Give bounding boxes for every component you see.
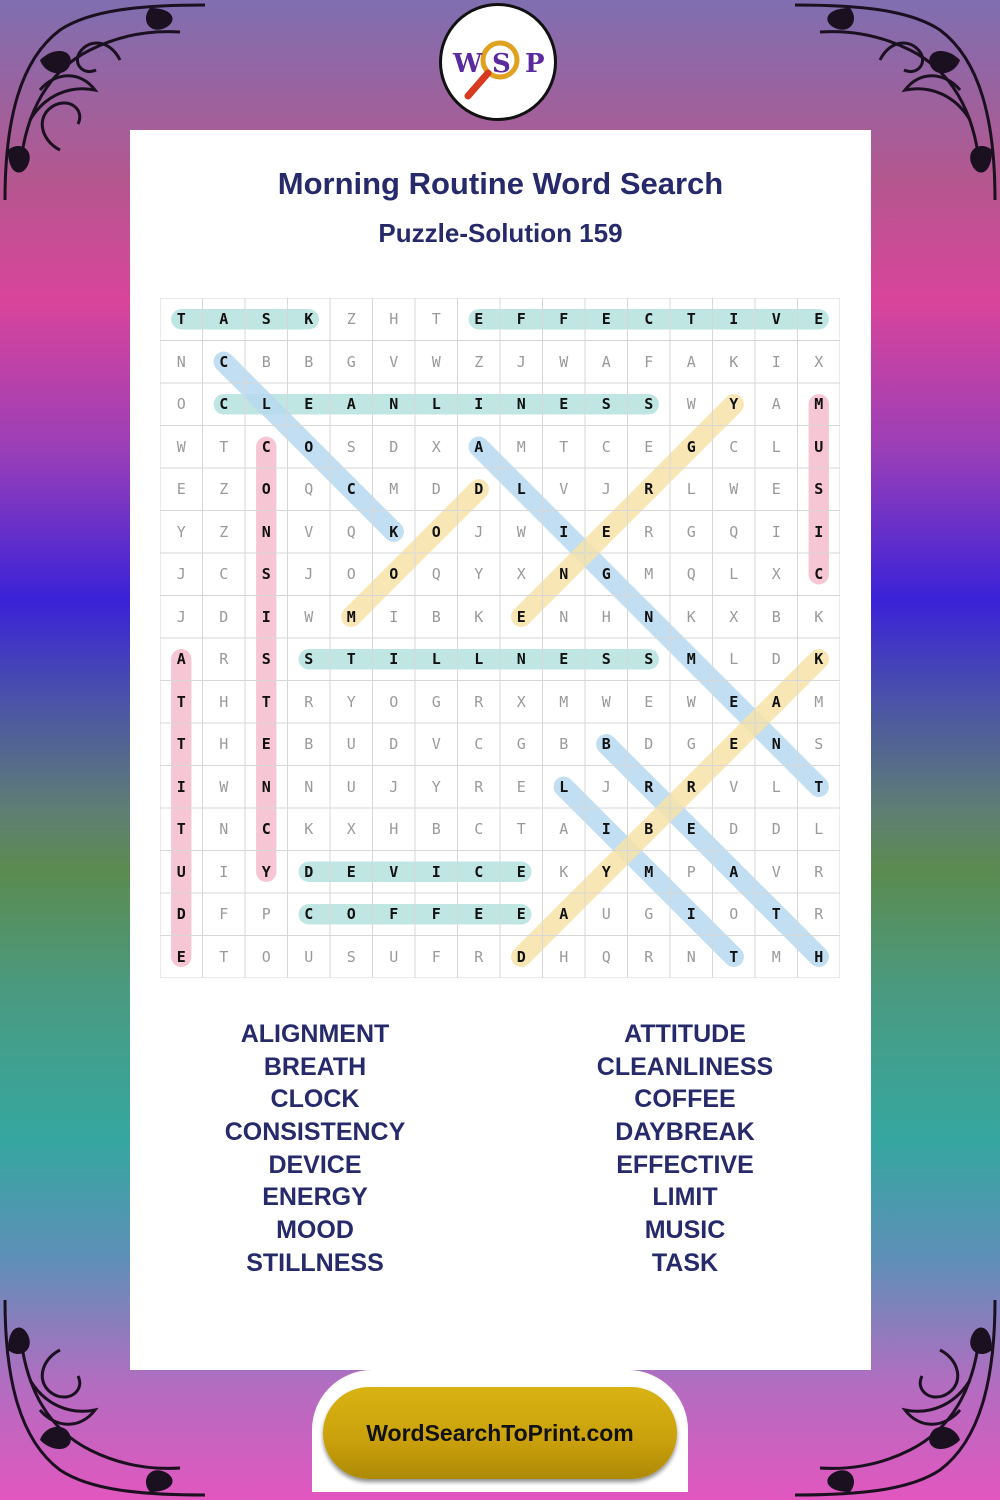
grid-cell[interactable]: I — [431, 862, 441, 881]
grid-cell[interactable]: G — [346, 352, 356, 371]
grid-cells — [160, 298, 840, 978]
grid-cell[interactable]: M — [516, 437, 526, 456]
grid-cell[interactable]: I — [814, 522, 824, 541]
grid-cell[interactable]: A — [219, 310, 229, 329]
grid-cell[interactable]: O — [304, 437, 314, 456]
word-list-item: MOOD — [276, 1216, 354, 1245]
grid-cell[interactable]: T — [176, 310, 186, 329]
grid-cell[interactable]: D — [389, 437, 399, 456]
word-list-item: MUSIC — [644, 1216, 726, 1245]
grid-cell[interactable]: M — [814, 395, 824, 414]
grid-cell[interactable]: E — [601, 310, 611, 329]
logo-letter: S — [492, 49, 511, 79]
grid-cell[interactable]: E — [346, 862, 356, 881]
word-list-item: DAYBREAK — [615, 1118, 755, 1147]
grid-cell[interactable]: T — [261, 692, 271, 711]
grid-cell[interactable]: X — [431, 437, 441, 456]
site-logo[interactable] — [439, 3, 557, 121]
grid-cell[interactable]: E — [304, 395, 314, 414]
grid-cell[interactable]: C — [219, 352, 229, 371]
grid-cell[interactable]: E — [176, 947, 186, 966]
grid-cell[interactable]: J — [176, 565, 186, 584]
grid-cell[interactable]: C — [474, 735, 484, 754]
grid-cell[interactable]: X — [814, 352, 824, 371]
grid-cell[interactable]: E — [729, 692, 739, 711]
grid-cell[interactable]: M — [814, 692, 824, 711]
word-list-item: CLOCK — [270, 1085, 360, 1114]
grid-cell[interactable]: L — [431, 395, 441, 414]
grid-cell[interactable]: F — [644, 352, 654, 371]
grid-cell[interactable]: C — [219, 565, 229, 584]
grid-cell[interactable]: E — [516, 607, 526, 626]
grid-cell[interactable]: E — [261, 735, 271, 754]
grid-cell[interactable]: H — [389, 310, 399, 329]
grid-cell[interactable]: T — [516, 820, 526, 839]
grid-cell[interactable]: M — [389, 480, 399, 499]
grid-cell[interactable]: W — [219, 777, 229, 796]
grid-cell[interactable]: J — [474, 522, 484, 541]
grid-cell[interactable]: I — [771, 522, 781, 541]
grid-cell[interactable]: T — [729, 947, 739, 966]
grid-cell[interactable]: Y — [261, 862, 271, 881]
grid-cell[interactable]: H — [559, 947, 569, 966]
grid-cell[interactable]: Y — [474, 565, 484, 584]
grid-cell[interactable]: Z — [474, 352, 484, 371]
grid-cell[interactable]: R — [474, 777, 484, 796]
grid-cell[interactable]: A — [771, 692, 781, 711]
word-list-item: CONSISTENCY — [224, 1118, 406, 1147]
grid-cell[interactable]: E — [686, 820, 696, 839]
grid-cell[interactable]: N — [559, 607, 569, 626]
grid-cell[interactable]: T — [219, 947, 229, 966]
grid-cell[interactable]: O — [389, 565, 399, 584]
grid-cell[interactable]: C — [346, 480, 356, 499]
grid-cell[interactable]: A — [346, 395, 356, 414]
grid-cell[interactable]: V — [771, 310, 781, 329]
grid-cell[interactable]: I — [176, 777, 186, 796]
grid-cell[interactable]: C — [304, 905, 314, 924]
logo-letter: P — [525, 49, 545, 79]
grid-cell[interactable]: S — [261, 310, 271, 329]
word-list-item: ENERGY — [262, 1183, 368, 1212]
grid-cell[interactable]: D — [516, 947, 526, 966]
grid-cell[interactable]: S — [601, 395, 611, 414]
grid-cell[interactable]: U — [601, 905, 611, 924]
grid-cell[interactable]: O — [389, 692, 399, 711]
grid-cell[interactable]: N — [176, 352, 186, 371]
grid-cell[interactable]: C — [474, 862, 484, 881]
grid-cell[interactable]: N — [771, 735, 781, 754]
grid-cell[interactable]: D — [219, 607, 229, 626]
word-list-right — [500, 1018, 870, 1280]
grid-cell[interactable]: M — [644, 565, 654, 584]
grid-cell[interactable]: C — [729, 437, 739, 456]
grid-cell[interactable]: D — [431, 480, 441, 499]
grid-cell[interactable]: N — [261, 522, 271, 541]
grid-cell[interactable]: S — [346, 947, 356, 966]
grid-cell[interactable]: B — [431, 820, 441, 839]
word-list-item: CLEANLINESS — [596, 1052, 774, 1081]
grid-cell[interactable]: E — [601, 522, 611, 541]
grid-cell[interactable]: L — [686, 480, 696, 499]
grid-cell[interactable]: B — [601, 735, 611, 754]
grid-cell[interactable]: C — [261, 820, 271, 839]
grid-cell[interactable]: E — [559, 395, 569, 414]
grid-cell[interactable]: I — [219, 862, 229, 881]
grid-cell[interactable]: B — [559, 735, 569, 754]
grid-cell[interactable]: G — [644, 905, 654, 924]
grid-cell[interactable]: L — [729, 650, 739, 669]
grid-cell[interactable]: E — [644, 437, 654, 456]
grid-cell[interactable]: Z — [219, 522, 229, 541]
grid-cell[interactable]: E — [516, 777, 526, 796]
grid-cell[interactable]: F — [431, 905, 441, 924]
word-list-item: BREATH — [263, 1052, 367, 1081]
grid-cell[interactable]: E — [644, 692, 654, 711]
grid-cell[interactable]: O — [431, 522, 441, 541]
grid-cell[interactable]: S — [304, 650, 314, 669]
grid-cell[interactable]: J — [516, 352, 526, 371]
grid-cell[interactable]: Z — [346, 310, 356, 329]
grid-cell[interactable]: S — [346, 437, 356, 456]
grid-cell[interactable]: W — [431, 352, 441, 371]
grid-cell[interactable]: T — [176, 820, 186, 839]
grid-cell[interactable]: P — [261, 905, 271, 924]
grid-cell[interactable]: K — [304, 310, 314, 329]
page-title: Morning Routine Word Search — [277, 166, 724, 201]
grid-cell[interactable]: T — [814, 777, 824, 796]
grid-cell[interactable]: F — [219, 905, 229, 924]
grid-cell[interactable]: Z — [219, 480, 229, 499]
grid-cell[interactable]: T — [686, 310, 696, 329]
grid-cell[interactable]: D — [474, 480, 484, 499]
grid-cell[interactable]: T — [431, 310, 441, 329]
grid-cell[interactable]: T — [176, 735, 186, 754]
grid-cell[interactable]: Q — [601, 947, 611, 966]
grid-cell[interactable]: X — [516, 692, 526, 711]
grid-cell[interactable]: K — [729, 352, 739, 371]
grid-cell[interactable]: A — [729, 862, 739, 881]
puzzle-sheet — [130, 130, 871, 1370]
grid-cell[interactable]: N — [389, 395, 399, 414]
grid-cell[interactable]: H — [219, 735, 229, 754]
grid-cell[interactable]: T — [559, 437, 569, 456]
grid-cell[interactable]: W — [686, 395, 696, 414]
grid-cell[interactable]: F — [389, 905, 399, 924]
grid-cell[interactable]: F — [431, 947, 441, 966]
grid-cell[interactable]: Q — [304, 480, 314, 499]
grid-cell[interactable]: A — [771, 395, 781, 414]
grid-cell[interactable]: I — [474, 395, 484, 414]
grid-cell[interactable]: I — [559, 522, 569, 541]
grid-cell[interactable]: B — [644, 820, 654, 839]
grid-cell[interactable]: O — [346, 565, 356, 584]
grid-cell[interactable]: R — [219, 650, 229, 669]
grid-cell[interactable]: P — [686, 862, 696, 881]
grid-cell[interactable]: X — [346, 820, 356, 839]
grid-cell[interactable]: G — [686, 437, 696, 456]
grid-cell[interactable]: D — [304, 862, 314, 881]
grid-cell[interactable]: W — [176, 437, 186, 456]
grid-cell[interactable]: Q — [686, 565, 696, 584]
grid-cell[interactable]: K — [304, 820, 314, 839]
grid-cell[interactable]: W — [601, 692, 611, 711]
grid-cell[interactable]: B — [261, 352, 271, 371]
grid-cell[interactable]: Q — [431, 565, 441, 584]
grid-cell[interactable]: S — [601, 650, 611, 669]
grid-cell[interactable]: Y — [729, 395, 739, 414]
grid-cell[interactable]: U — [304, 947, 314, 966]
grid-cell[interactable]: L — [516, 480, 526, 499]
grid-cell[interactable]: T — [176, 692, 186, 711]
grid-cell[interactable]: A — [176, 650, 186, 669]
grid-cell[interactable]: I — [261, 607, 271, 626]
word-list-item: LIMIT — [652, 1183, 718, 1212]
grid-cell[interactable]: R — [644, 522, 654, 541]
grid-cell[interactable]: Y — [601, 862, 611, 881]
grid-cell[interactable]: K — [474, 607, 484, 626]
grid-cell[interactable]: N — [644, 607, 654, 626]
grid-cell[interactable]: L — [771, 437, 781, 456]
grid-cell[interactable]: J — [601, 480, 611, 499]
grid-cell[interactable]: R — [304, 692, 314, 711]
grid-cell[interactable]: K — [559, 862, 569, 881]
grid-cell[interactable]: S — [644, 650, 654, 669]
grid-cell[interactable]: D — [729, 820, 739, 839]
grid-cell[interactable]: E — [176, 480, 186, 499]
grid-cell[interactable]: B — [304, 352, 314, 371]
grid-cell[interactable]: N — [686, 947, 696, 966]
grid-cell[interactable]: H — [389, 820, 399, 839]
grid-cell[interactable]: S — [261, 650, 271, 669]
grid-cell[interactable]: C — [219, 395, 229, 414]
grid-cell[interactable]: A — [559, 820, 569, 839]
grid-cell[interactable]: D — [771, 820, 781, 839]
site-link-button[interactable] — [323, 1387, 677, 1479]
logo-letter: W — [453, 49, 483, 79]
grid-cell[interactable]: J — [176, 607, 186, 626]
grid-cell[interactable]: K — [814, 650, 824, 669]
grid-cell[interactable]: I — [686, 905, 696, 924]
grid-cell[interactable]: M — [771, 947, 781, 966]
grid-cell[interactable]: U — [346, 735, 356, 754]
grid-cell[interactable]: O — [729, 905, 739, 924]
grid-cell[interactable]: X — [729, 607, 739, 626]
grid-cell[interactable]: O — [261, 480, 271, 499]
word-list-item: DEVICE — [268, 1150, 362, 1179]
grid-cell[interactable]: U — [389, 947, 399, 966]
grid-cell[interactable]: L — [729, 565, 739, 584]
grid-cell[interactable]: T — [346, 650, 356, 669]
grid-cell[interactable]: F — [559, 310, 569, 329]
grid-cell[interactable]: A — [474, 437, 484, 456]
word-search-grid — [160, 298, 840, 978]
grid-cell[interactable]: M — [644, 862, 654, 881]
grid-cell[interactable]: D — [771, 650, 781, 669]
grid-cell[interactable]: Q — [346, 522, 356, 541]
grid-cell[interactable]: N — [516, 650, 526, 669]
grid-cell[interactable]: D — [644, 735, 654, 754]
grid-cell[interactable]: U — [814, 437, 824, 456]
grid-cell[interactable]: E — [516, 905, 526, 924]
grid-cell[interactable]: Y — [431, 777, 441, 796]
grid-cell[interactable]: I — [729, 310, 739, 329]
grid-cell[interactable]: D — [176, 905, 186, 924]
word-list-item: COFFEE — [634, 1085, 736, 1114]
grid-cell[interactable]: I — [389, 650, 399, 669]
grid-cell[interactable]: L — [771, 777, 781, 796]
grid-cell[interactable]: S — [814, 480, 824, 499]
grid-cell[interactable]: W — [516, 522, 526, 541]
grid-cell[interactable]: D — [389, 735, 399, 754]
grid-cell[interactable]: A — [686, 352, 696, 371]
word-list-left — [130, 1018, 500, 1280]
grid-cell[interactable]: R — [814, 905, 824, 924]
grid-cell[interactable]: L — [814, 820, 824, 839]
site-link-label: WordSearchToPrint.com — [366, 1419, 634, 1446]
grid-cell[interactable]: S — [261, 565, 271, 584]
grid-cell[interactable]: G — [601, 565, 611, 584]
word-list-item: ALIGNMENT — [240, 1020, 390, 1048]
grid-cell[interactable]: E — [516, 862, 526, 881]
grid-cell[interactable]: R — [644, 947, 654, 966]
grid-cell[interactable]: S — [814, 735, 824, 754]
word-list-item: TASK — [651, 1248, 719, 1277]
grid-cell[interactable]: S — [644, 395, 654, 414]
grid-cell[interactable]: B — [771, 607, 781, 626]
grid-cell[interactable]: C — [644, 310, 654, 329]
grid-cell[interactable]: R — [644, 480, 654, 499]
grid-cell[interactable]: V — [771, 862, 781, 881]
grid-cell[interactable]: V — [304, 522, 314, 541]
grid-cell[interactable]: E — [474, 310, 484, 329]
grid-cell[interactable]: L — [431, 650, 441, 669]
word-list-item: STILLNESS — [246, 1248, 384, 1277]
word-list-item: ATTITUDE — [624, 1020, 746, 1048]
grid-cell[interactable]: R — [814, 862, 824, 881]
grid-cell[interactable]: A — [559, 905, 569, 924]
grid-cell[interactable]: L — [261, 395, 271, 414]
grid-cell[interactable]: Y — [346, 692, 356, 711]
grid-cell[interactable]: Q — [729, 522, 739, 541]
grid-cell[interactable]: R — [686, 777, 696, 796]
grid-cell[interactable]: N — [219, 820, 229, 839]
word-list-item: EFFECTIVE — [616, 1150, 754, 1179]
grid-cell[interactable]: A — [601, 352, 611, 371]
grid-cell[interactable]: T — [771, 905, 781, 924]
grid-cell[interactable]: E — [771, 480, 781, 499]
grid-cell[interactable]: C — [474, 820, 484, 839]
grid-cell[interactable]: V — [559, 480, 569, 499]
grid-cell[interactable]: E — [474, 905, 484, 924]
grid-cell[interactable]: W — [304, 607, 314, 626]
grid-cell[interactable]: V — [389, 862, 399, 881]
grid-cell[interactable]: O — [346, 905, 356, 924]
grid-cell[interactable]: K — [814, 607, 824, 626]
grid-cell[interactable]: Y — [176, 522, 186, 541]
grid-cell[interactable]: H — [601, 607, 611, 626]
grid-cell[interactable]: V — [389, 352, 399, 371]
grid-cell[interactable]: I — [601, 820, 611, 839]
grid-cell[interactable]: L — [474, 650, 484, 669]
grid-cell[interactable]: H — [219, 692, 229, 711]
grid-cell[interactable]: N — [559, 565, 569, 584]
grid-cell[interactable]: W — [686, 692, 696, 711]
grid-cell[interactable]: R — [474, 947, 484, 966]
grid-cell[interactable]: I — [389, 607, 399, 626]
grid-cell[interactable]: I — [771, 352, 781, 371]
grid-cell[interactable]: R — [644, 777, 654, 796]
grid-cell[interactable]: G — [686, 735, 696, 754]
grid-cell[interactable]: V — [729, 777, 739, 796]
grid-cell[interactable]: M — [559, 692, 569, 711]
grid-cell[interactable]: V — [431, 735, 441, 754]
grid-cell[interactable]: X — [516, 565, 526, 584]
grid-cell[interactable]: H — [814, 947, 824, 966]
grid-cell[interactable]: B — [431, 607, 441, 626]
grid-cell[interactable]: O — [261, 947, 271, 966]
grid-cell[interactable]: C — [814, 565, 824, 584]
grid-cell[interactable]: M — [346, 607, 356, 626]
grid-cell[interactable]: E — [729, 735, 739, 754]
grid-cell[interactable]: G — [516, 735, 526, 754]
grid-cell[interactable]: L — [559, 777, 569, 796]
grid-cell[interactable]: U — [346, 777, 356, 796]
grid-cell[interactable]: F — [516, 310, 526, 329]
grid-cell[interactable]: E — [559, 650, 569, 669]
grid-cell[interactable]: T — [219, 437, 229, 456]
grid-cell[interactable]: K — [686, 607, 696, 626]
grid-cell[interactable]: C — [601, 437, 611, 456]
grid-cell[interactable]: W — [559, 352, 569, 371]
grid-cell[interactable]: J — [389, 777, 399, 796]
grid-cell[interactable]: B — [304, 735, 314, 754]
grid-cell[interactable]: G — [686, 522, 696, 541]
grid-cell[interactable]: J — [304, 565, 314, 584]
grid-cell[interactable]: E — [814, 310, 824, 329]
grid-cell[interactable]: M — [686, 650, 696, 669]
grid-cell[interactable]: U — [176, 862, 186, 881]
grid-cell[interactable]: R — [474, 692, 484, 711]
grid-cell[interactable]: O — [176, 395, 186, 414]
grid-cell[interactable]: X — [771, 565, 781, 584]
grid-cell[interactable]: K — [389, 522, 399, 541]
grid-cell[interactable]: N — [516, 395, 526, 414]
grid-cell[interactable]: W — [729, 480, 739, 499]
grid-cell[interactable]: J — [601, 777, 611, 796]
grid-cell[interactable]: G — [431, 692, 441, 711]
grid-cell[interactable]: N — [261, 777, 271, 796]
grid-cell[interactable]: N — [304, 777, 314, 796]
page-subtitle: Puzzle-Solution 159 — [378, 218, 623, 248]
grid-cell[interactable]: C — [261, 437, 271, 456]
